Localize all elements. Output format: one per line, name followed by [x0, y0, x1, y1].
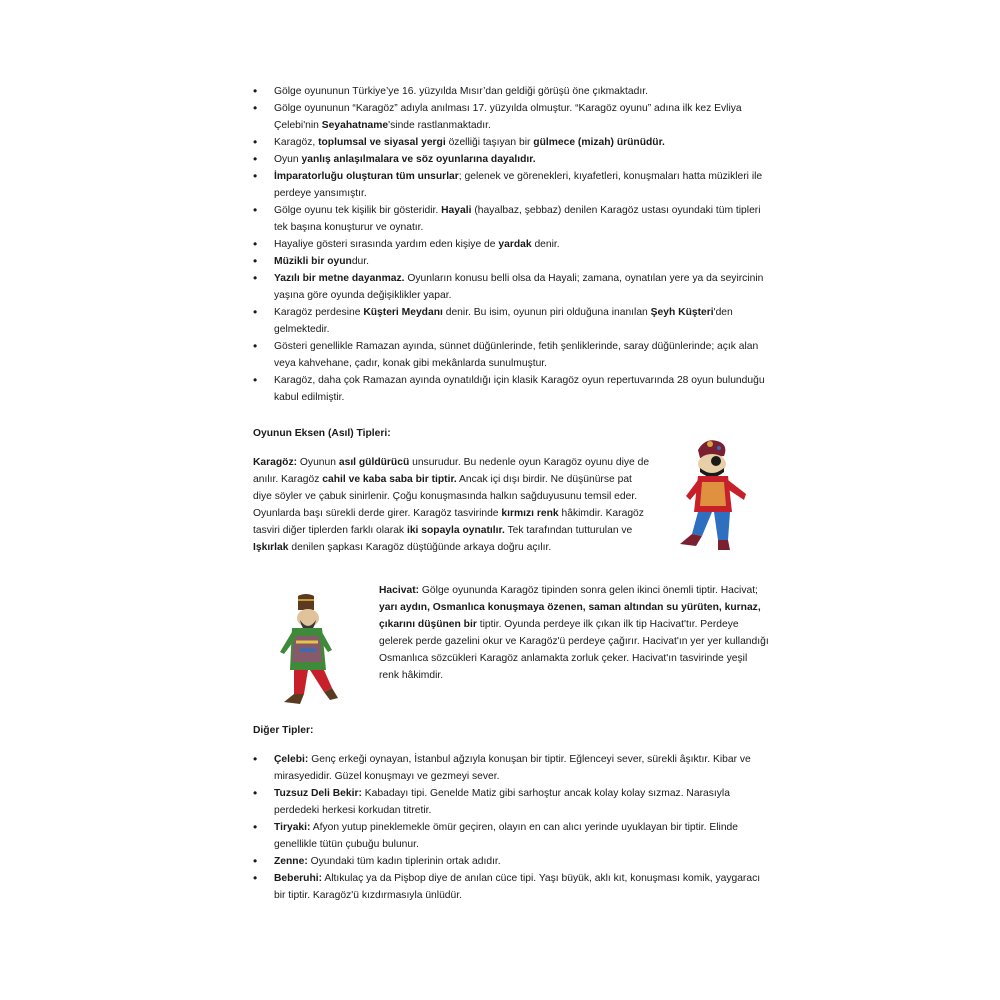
intro-bullet-item: [253, 270, 773, 304]
hacivat-puppet-image: [270, 592, 342, 708]
intro-bullet-item: [253, 168, 773, 202]
bold-text: Hayali: [441, 205, 472, 216]
text-run: tiptir. Oyunda perdeye ilk çıkan ilk tip Hacivat'tır. Perdeye gelerek perde gazelini okur ve Karagöz'ü perdeye çağırır. Hacivat'ın yer yer kullandığı Osmanlıca sözcükleri Karagöz anlamakta zorluk çeker. Hacivat'ın tasvirinde yeşil renk hâkimdir.: [379, 619, 769, 681]
bold-text: cahil ve kaba saba bir tiptir.: [322, 474, 457, 485]
karagoz-puppet-image: [672, 436, 756, 554]
text-run: Gösteri genellikle Ramazan ayında, sünnet düğünlerinde, fetih şenliklerinde, saray düğünlerinde; açık alan veya kahvehane, çadır, konak gibi mekânlarda sunulmuştur.: [274, 341, 759, 369]
intro-bullet-item: [253, 83, 773, 100]
karagoz-head: [698, 454, 726, 477]
text-run: Karagöz, daha çok Ramazan ayında oynatıldığı için klasik Karagöz oyun repertuvarında 28 oyun bulunduğu kabul edilmiştir.: [274, 375, 765, 403]
hacivat-hat: [298, 594, 314, 610]
bold-text: toplumsal ve siyasal yergi: [318, 137, 446, 148]
bold-text: Zenne:: [274, 856, 308, 867]
text-run: Karagöz,: [274, 137, 319, 148]
text-run: 'sinde rastlanmaktadır.: [388, 120, 491, 131]
text-run: 'den gelmektedir.: [274, 307, 733, 335]
bold-text: Tuzsuz Deli Bekir:: [274, 788, 362, 799]
text-run: Oyundaki tüm kadın tiplerinin ortak adıdır.: [307, 856, 501, 867]
intro-bullet-item: [253, 253, 773, 270]
text-run: Tek tarafından tutturulan ve: [504, 525, 633, 536]
bold-text: Küşteri Meydanı: [363, 307, 443, 318]
karagoz-body: [686, 476, 746, 512]
text-run: (hayalbaz, şebbaz) denilen Karagöz ustası oyundaki tüm tipleri tek başına konuşturur ve oynatır.: [274, 205, 761, 233]
text-run: denir.: [531, 239, 560, 250]
text-run: Oyunların konusu belli olsa da Hayali; zamana, oynatılan yere ya da seyircinin yaşına göre oyunda değişiklikler yapar.: [274, 273, 764, 301]
text-run: Genç erkeği oynayan, İstanbul ağzıyla konuşan bir tiptir. Eğlenceyi sever, sürekli âşıktır. Kibar ve mirasyedidir. Güzel konuşmayı ve gezmeyi sever.: [274, 754, 751, 782]
bold-text: Karagöz:: [253, 457, 298, 468]
hacivat-paragraph: [379, 582, 769, 684]
text-run: Karagöz perdesine: [274, 307, 364, 318]
hacivat-legs: [284, 670, 338, 704]
intro-bullet-item: [253, 304, 773, 338]
text-run: Gölge oyununda Karagöz tipinden sonra gelen ikinci önemli tiptir. Hacivat;: [419, 585, 758, 596]
text-run: Oyun: [274, 154, 302, 165]
other-types-heading: Diğer Tipler:: [253, 725, 314, 736]
text-run: ; gelenek ve görenekleri, kıyafetleri, konuşmaları hatta müzikleri ile perdeye yansımıştır.: [274, 171, 763, 199]
text-run: dur.: [351, 256, 369, 267]
text-run: Gölge oyununun Türkiye’ye 16. yüzyılda Mısır’dan geldiği görüşü öne çıkmaktadır.: [274, 86, 648, 97]
bold-text: Şeyh Küşteri: [650, 307, 714, 318]
bold-text: Beberuhi:: [274, 873, 323, 884]
bold-text: asıl güldürücü: [338, 457, 410, 468]
bold-text: Müzikli bir oyun: [274, 256, 352, 267]
other-type-item: [253, 870, 773, 904]
bold-text: Hacivat:: [379, 585, 420, 596]
intro-bullet-item: [253, 202, 773, 236]
intro-bullet-item: [253, 236, 773, 253]
other-types-bullet-list: [253, 751, 773, 904]
text-run: Altıkulaç ya da Pişbop diye de anılan cüce tipi. Yaşı büyük, aklı kıt, konuşması komik, yaygaracı bir tiptir. Karagöz'ü kızdırmasıyla ünlüdür.: [274, 873, 761, 901]
bold-text: Seyahatname: [321, 120, 389, 131]
bold-text: Çelebi:: [274, 754, 309, 765]
text-run: denilen şapkası Karagöz düştüğünde arkaya doğru açılır.: [288, 542, 552, 553]
bold-text: iki sopayla oynatılır.: [406, 525, 505, 536]
bold-text: gülmece (mizah) ürünüdür.: [533, 137, 665, 148]
text-run: Ancak içi dışı birdir. Ne düşünürse pat diye söyler ve çabuk sinirlenir. Çoğu konuşmasında halkın sağduyusunu temsil eder. Oyunlarda başı sürekli derde girer. Karagöz tasvirinde: [253, 474, 638, 519]
hacivat-body: [280, 628, 332, 670]
text-run: Gölge oyununun “Karagöz” adıyla anılması 17. yüzyılda olmuştur. “Karagöz oyunu” adına ilk kez Evliya Çelebi'nin: [274, 103, 742, 131]
text-run: unsurudur. Bu nedenle oyun Karagöz oyunu diye de anılır. Karagöz: [253, 457, 650, 485]
intro-bullet-item: [253, 151, 773, 168]
text-run: Oyunun: [297, 457, 339, 468]
text-run: özelliği taşıyan bir: [445, 137, 534, 148]
bold-text: Işkırlak: [253, 542, 289, 553]
other-type-item: [253, 853, 773, 870]
bold-text: Tiryaki:: [274, 822, 311, 833]
bold-text: yarı aydın, Osmanlıca konuşmaya özenen, saman altından su yürüten, kurnaz, çıkarını düşünen bir: [379, 602, 761, 630]
intro-bullet-item: [253, 372, 773, 406]
text-run: Gölge oyunu tek kişilik bir gösteridir.: [274, 205, 442, 216]
bold-text: İmparatorluğu oluşturan tüm unsurlar: [274, 171, 459, 182]
text-run: Kabadayı tipi. Genelde Matiz gibi sarhoştur ancak kolay kolay sızmaz. Narasıyla perdedeki herkesi korkudan titretir.: [274, 788, 730, 816]
intro-bullet-item: [253, 134, 773, 151]
other-type-item: [253, 751, 773, 785]
intro-bullet-item: [253, 100, 773, 134]
intro-bullet-list: [253, 83, 773, 406]
text-run: denir. Bu isim, oyunun piri olduğuna inanılan: [442, 307, 651, 318]
main-types-heading: Oyunun Eksen (Asıl) Tipleri:: [253, 428, 391, 439]
other-type-item: [253, 785, 773, 819]
bold-text: yardak: [498, 239, 532, 250]
intro-bullet-item: [253, 338, 773, 372]
bold-text: Yazılı bir metne dayanmaz.: [274, 273, 405, 284]
other-type-item: [253, 819, 773, 853]
text-run: hâkimdir. Karagöz tasviri diğer tiplerden farklı olarak: [253, 508, 644, 536]
bold-text: yanlış anlaşılmalara ve söz oyunlarına dayalıdır.: [301, 154, 536, 165]
karagoz-legs: [680, 512, 730, 550]
text-run: Hayaliye gösteri sırasında yardım eden kişiye de: [274, 239, 499, 250]
karagoz-paragraph: [253, 454, 651, 556]
text-run: Afyon yutup pineklemekle ömür geçiren, olayın en can alıcı yerinde uyuklayan bir tiptir. Elinde genellikle tütün çubuğu bulunur.: [274, 822, 739, 850]
bold-text: kırmızı renk: [501, 508, 559, 519]
